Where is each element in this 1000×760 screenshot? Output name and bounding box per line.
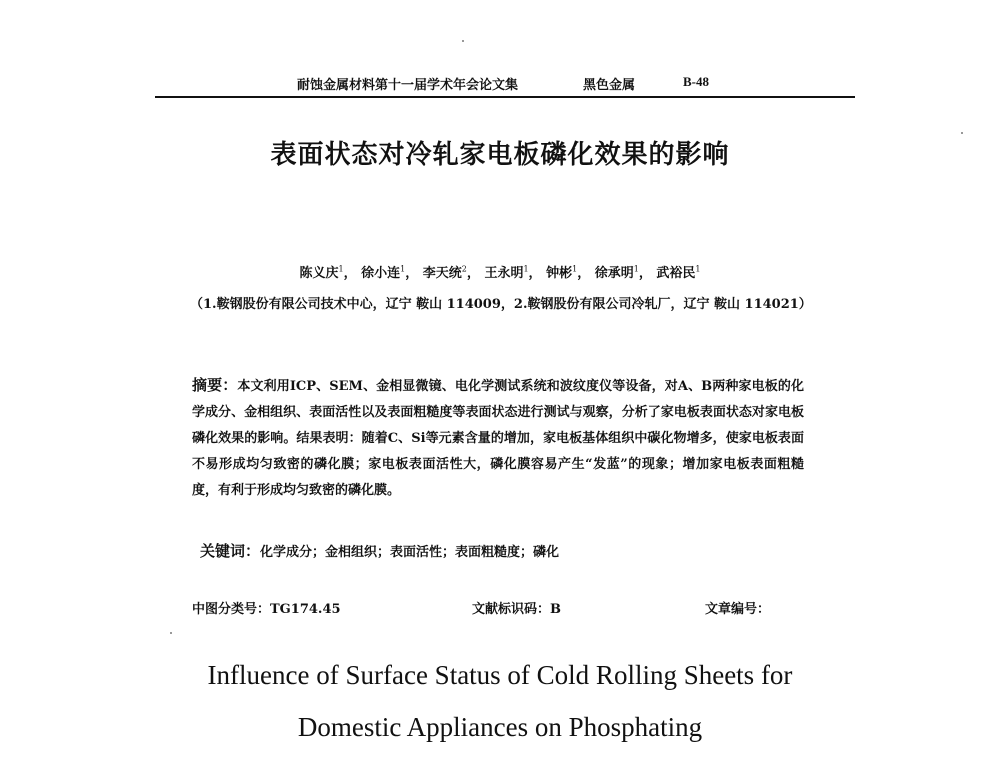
author — [299, 266, 356, 281]
author — [595, 266, 652, 281]
author — [546, 266, 590, 281]
author-name: 李天统 — [422, 266, 462, 281]
abstract-text: 本文利用ICP、SEM、金相显微镜、电化学测试系统和波纹度仪等设备，对A、B两种家电板的化学成分、金相组织、表面活性以及表面粗糙度等表面状态进行测试与观察，分析了家电板表面状态对家电板磷化效果的影响。结果表明：随着C、Si等元素含量的增加，家电板基体组织中碳化物增多，使家电板表面不易形成均匀致密的磷化膜；家电板表面活性大，磷化膜容易产生“发蓝”的现象；增加家电板表面粗糙度，有利于形成均匀致密的磷化膜。 — [192, 379, 804, 498]
author — [484, 266, 541, 281]
scan-speck — [170, 632, 172, 634]
author-sep: ， — [577, 266, 591, 281]
author-sep: ， — [466, 266, 480, 281]
author-affil-mark: 1 — [400, 264, 406, 274]
author-affil-mark: 1 — [695, 264, 701, 274]
keywords — [200, 540, 800, 561]
author-name: 徐承明 — [594, 266, 634, 281]
scan-speck — [961, 132, 963, 134]
scan-speck — [462, 40, 464, 42]
header-collection-title: 耐蚀金属材料第十一届学术年会论文集 — [297, 78, 519, 93]
author-affil-mark: 1 — [633, 264, 639, 274]
author-sep: ， — [405, 266, 419, 281]
author — [656, 266, 700, 281]
author-name: 钟彬 — [546, 266, 573, 281]
author-affil-mark: 1 — [338, 264, 344, 274]
abstract-label: 摘要： — [192, 376, 238, 394]
english-title-line-2: Domestic Appliances on Phosphating — [297, 712, 703, 742]
author-name: 王永明 — [484, 266, 524, 281]
keywords-text: 化学成分；金相组织；表面活性；表面粗糙度；磷化 — [260, 545, 560, 560]
paper-title: 表面状态对冷轧家电板磷化效果的影响 — [270, 140, 730, 170]
header-category: 黑色金属 — [583, 78, 636, 93]
document-code: 文献标识码：B — [472, 602, 561, 617]
affiliation: （1.鞍钢股份有限公司技术中心，辽宁 鞍山 114009，2.鞍钢股份有限公司冷轧厂，辽宁 鞍山 114021） — [190, 297, 812, 312]
author-affil-mark: 2 — [461, 264, 467, 274]
english-title-line-1: Influence of Surface Status of Cold Rolling Sheets for — [207, 660, 793, 690]
abstract — [192, 372, 804, 504]
author-name: 徐小连 — [361, 266, 401, 281]
author-sep: ， — [528, 266, 542, 281]
clc-number: 中图分类号：TG174.45 — [192, 602, 341, 617]
author-sep: ， — [638, 266, 652, 281]
header-page-code: B-48 — [683, 74, 709, 89]
author-affil-mark: 1 — [572, 264, 578, 274]
author-name: 武裕民 — [656, 266, 696, 281]
running-header — [155, 70, 855, 98]
author-name: 陈义庆 — [299, 266, 339, 281]
article-number: 文章编号： — [705, 602, 771, 617]
keywords-label: 关键词： — [200, 542, 261, 560]
author — [423, 266, 480, 281]
author — [361, 266, 418, 281]
author-list — [0, 262, 1000, 281]
author-sep: ， — [343, 266, 357, 281]
author-affil-mark: 1 — [523, 264, 529, 274]
